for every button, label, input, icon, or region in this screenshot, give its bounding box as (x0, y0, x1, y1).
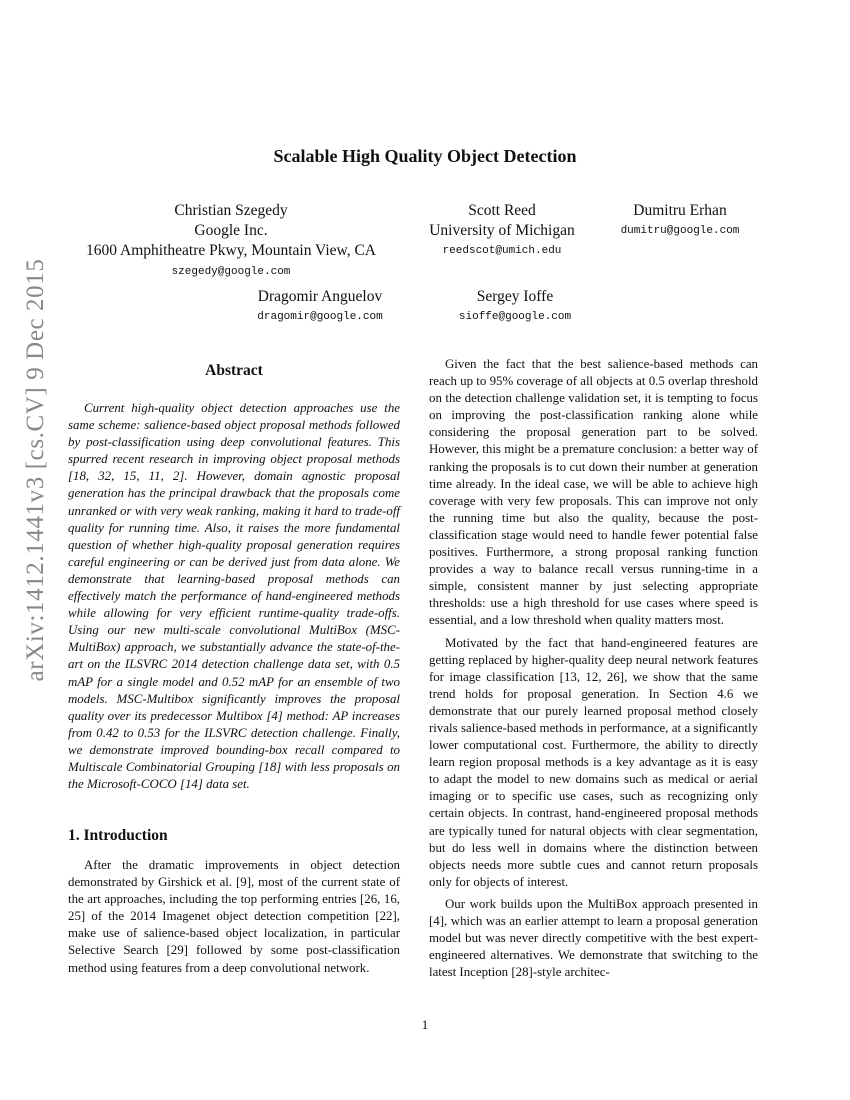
right-column (429, 356, 758, 981)
author-block-reed (416, 201, 588, 259)
introduction-heading: 1. Introduction (68, 827, 168, 844)
page-number: 1 (421, 1017, 429, 1032)
author-name: Christian Szegedy (174, 202, 288, 219)
author-name: Dumitru Erhan (633, 202, 727, 219)
paragraph: Given the fact that the best salience-based methods can reach up to 95% coverage of all objects at 0.5 overlap threshold on the detection challenge validation set, it is tempting to focus on improving the post-classification ranking alone while considering the proposal generation part to be solved. However, this might be a premature conclusion: a better way of ranking the proposals is to cut down their number at generation time already. In the ideal case, we will be able to achieve high coverage with very few proposals. This can improve not only the running time but also the quality, because the post-classification stage would need to handle fewer potential false positives. Furthermore, a strong proposal ranking function provides a way to balance recall versus running-time in a simple, consistent manner by just selecting appropriate thresholds: use a high threshold for use cases where speed is essential, and a low threshold when quality matters most. (429, 357, 758, 628)
author-email: dragomir@google.com (257, 311, 383, 323)
author-affiliation: 1600 Amphitheatre Pkwy, Mountain View, CA (86, 242, 376, 259)
paper-title: Scalable High Quality Object Detection (273, 146, 577, 166)
author-block-ioffe (440, 287, 590, 325)
author-name: Scott Reed (468, 202, 536, 219)
author-name: Dragomir Anguelov (257, 288, 383, 305)
paragraph: After the dramatic improvements in object detection demonstrated by Girshick et al. [9], most of the current state of the art approaches, including the top performing entries [26, 16, 25] of the 2014 Imagenet object detection competition [22], make use of salience-based object localization, in particular Selective Search [29] followed by some post-classification method using features from a deep convolutional network. (68, 858, 400, 975)
author-block-erhan (606, 201, 754, 239)
author-email: dumitru@google.com (620, 225, 740, 237)
paragraph: Our work builds upon the MultiBox approach presented in [4], which was an earlier attempt to learn a proposal generation model but was never directly competitive with the best expert-engineered alternatives. We demonstrate that switching to the latest Inception [28]-style architec- (429, 896, 758, 980)
arxiv-stamp-text: arXiv:1412.1441v3 [cs.CV] 9 Dec 2015 (22, 258, 49, 682)
abstract-section (68, 400, 400, 793)
author-name: Sergey Ioffe (476, 288, 554, 305)
author-affiliation: Google Inc. (194, 222, 268, 239)
introduction-section (68, 857, 400, 977)
abstract-text: Current high-quality object detection approaches use the same scheme: salience-based object proposal methods followed by post-classification using deep convolutional features. This spurred recent research in improving object proposal methods [18, 32, 15, 11, 2]. However, domain agnostic proposal generation has the principal drawback that the proposals come unranked or with very weak ranking, making it hard to trade-off quality for running time. Also, it raises the more fundamental question of whether high-quality proposal generation requires careful engineering or can be derived just from data alone. We demonstrate that learning-based proposal methods can effectively match the performance of hand-engineered methods while allowing for very efficient runtime-quality trade-offs. Using our new multi-scale convolutional MultiBox (MSC-MultiBox) approach, we substantially advance the state-of-the-art on the ILSVRC 2014 detection challenge data set, with 0.5 mAP for a single model and 0.52 mAP for an ensemble of two models. MSC-Multibox significantly improves the proposal quality over its predecessor Multibox [4] method: AP increases from 0.42 to 0.53 for the ILSVRC detection challenge. Finally, we demonstrate improved bounding-box recall compared to Multiscale Combinatorial Grouping [18] with less proposals on the Microsoft-COCO [14] data set. (68, 401, 400, 792)
author-affiliation: University of Michigan (429, 222, 575, 239)
paragraph: Motivated by the fact that hand-engineered features are getting replaced by higher-quality deep neural network features for image classification [13, 12, 26], we show that the same trend holds for proposal generation. In Section 4.6 we demonstrate that our purely learned proposal method closely rivals salience-based methods in performance, at a significantly lower computational cost. Furthermore, the ability to directly learn region proposal methods is a key advantage as it is easy to adapt the model to new domains such as medical or aerial imaging or to specific use cases, such as recognizing only certain objects. In contrast, hand-engineered proposal methods are typically tuned for natural objects with clear segmentation, but do less well in domains where the distinction between objects needs more subtle cues and cannot return proposals only for objects of interest. (429, 635, 758, 889)
author-block-szegedy (72, 201, 390, 280)
author-block-anguelov (230, 287, 410, 325)
abstract-heading: Abstract (205, 362, 263, 379)
author-email: reedscot@umich.edu (442, 245, 562, 257)
author-email: szegedy@google.com (171, 266, 291, 278)
author-email: sioffe@google.com (458, 311, 572, 323)
